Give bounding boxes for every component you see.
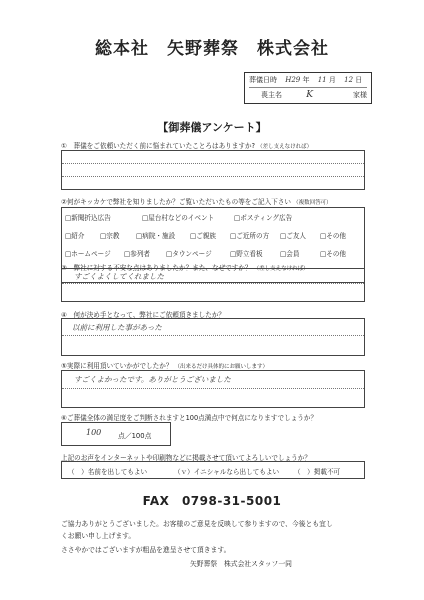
survey-title: 【御葬儀アンケート】 — [157, 121, 267, 134]
question-2 — [61, 196, 332, 206]
family-label: 家様 — [353, 91, 367, 99]
mourner-label: 喪主名 — [261, 91, 282, 99]
day-label: 日 — [355, 76, 363, 84]
checkbox-row-1 — [62, 208, 364, 226]
checkbox-option[interactable]: □ご近所の方 — [230, 232, 270, 240]
option-not-allowed[interactable]: （ ）掲載不可 — [294, 468, 341, 476]
option-initials-ok[interactable]: （ｖ）イニシャルなら出してもよい — [174, 468, 280, 476]
question-1-note: （差し支えなければ） — [257, 144, 313, 150]
score-box[interactable] — [61, 422, 171, 446]
checkbox-option[interactable]: □新聞折込広告 — [65, 214, 111, 222]
answer-5: すごくよかったです。ありがとうございました — [74, 375, 231, 384]
checkbox-row-3 — [62, 244, 364, 262]
checkbox-option[interactable]: □屋台村などのイベント — [142, 214, 215, 222]
answer-line — [62, 388, 364, 389]
question-6-text: ⑥ご葬儀全体の満足度をご判断されますと100点満点中で何点になりますでしょうか？ — [61, 414, 318, 422]
date-day: 12 — [344, 76, 354, 84]
checkbox-option[interactable]: □紹介 — [65, 232, 85, 240]
checkbox-row-2 — [62, 226, 364, 244]
checkbox-option[interactable]: □病院・施設 — [136, 232, 176, 240]
answer-line — [62, 335, 364, 336]
checkbox-option[interactable]: □ホームページ — [65, 250, 111, 258]
option-name-ok[interactable]: （ ）名前を出してもよい — [68, 468, 148, 476]
year-label: 年 — [302, 76, 310, 84]
checkbox-option[interactable]: □会員 — [280, 250, 300, 258]
answer-line — [62, 283, 364, 284]
closing-line-2: くお願い申し上げます。 — [61, 532, 136, 540]
answer-3: すごくよくしてくれました — [74, 272, 164, 281]
score-suffix: 点／100点 — [118, 432, 152, 440]
checkbox-option[interactable]: □宗教 — [100, 232, 120, 240]
answer-box-4[interactable] — [61, 318, 365, 356]
question-5 — [61, 360, 268, 370]
date-label: 葬儀日時 — [249, 76, 277, 84]
answer-4: 以前に利用した事があった — [72, 323, 162, 332]
date-month: 11 — [317, 76, 327, 84]
question-6 — [61, 412, 317, 422]
checkbox-option[interactable]: □野立看板 — [230, 250, 263, 258]
closing-line-3: ささやかではございますが粗品を進呈させて頂きます。 — [61, 546, 231, 554]
answer-line — [62, 176, 364, 177]
answer-box-5[interactable] — [61, 370, 365, 408]
mourner-row — [249, 88, 367, 102]
mourner-value: K — [306, 90, 313, 100]
question-2-text: ②何がキッカケで弊社を知りましたか？ご覧いただいたもの等をご記入下さい — [61, 198, 291, 206]
signature: 矢野葬祭 株式会社スタッフ一同 — [190, 560, 292, 568]
answer-box-3[interactable] — [61, 268, 365, 302]
question-1 — [61, 140, 312, 150]
publication-options — [61, 461, 365, 479]
answer-line — [62, 163, 364, 164]
question-4-text: ④ 何が決め手となって、弊社にご依頼頂きましたか？ — [61, 311, 226, 319]
checkbox-option[interactable]: □その他 — [320, 250, 347, 258]
date-year: H29 — [285, 76, 301, 84]
checkbox-option[interactable]: □ご友人 — [280, 232, 307, 240]
score-value: 100 — [86, 428, 102, 437]
question-3-text: ③ 弊社に対する不安な点はありましたか？また、なぜですか？ — [61, 264, 252, 272]
checkbox-option[interactable]: □その他 — [320, 232, 347, 240]
date-row — [249, 73, 367, 88]
question-7-text: 上記のお声をインターネットや印刷物などに掲載させて頂いてよろしいでしょうか？ — [61, 454, 311, 462]
company-name: 総本社 矢野葬祭 株式会社 — [95, 39, 329, 59]
question-3-note: （差し支えなければ） — [253, 266, 309, 272]
fax-number: FAX 0798-31-5001 — [142, 494, 282, 508]
question-1-text: ① 葬儀をご依頼いただく前に悩まれていたことろはありますか? — [61, 142, 256, 150]
question-5-text: ⑤実際に利用頂いていかがでしたか？ — [61, 362, 173, 370]
checkbox-option[interactable]: □ご親族 — [190, 232, 217, 240]
checkbox-option[interactable]: □タウンページ — [166, 250, 212, 258]
checkbox-option[interactable]: □参列者 — [124, 250, 151, 258]
info-box — [244, 72, 372, 104]
answer-box-1[interactable] — [61, 150, 365, 190]
question-2-note: （複数回答可） — [293, 200, 332, 206]
closing-line-1: ご協力ありがとうございました。お客様のご意見を反映して参りますので、今後とも宜し — [61, 520, 333, 528]
month-label: 月 — [328, 76, 336, 84]
question-5-note: （出来るだけ具体的にお願いします） — [174, 364, 269, 370]
checkbox-option[interactable]: □ポスティング広告 — [234, 214, 293, 222]
